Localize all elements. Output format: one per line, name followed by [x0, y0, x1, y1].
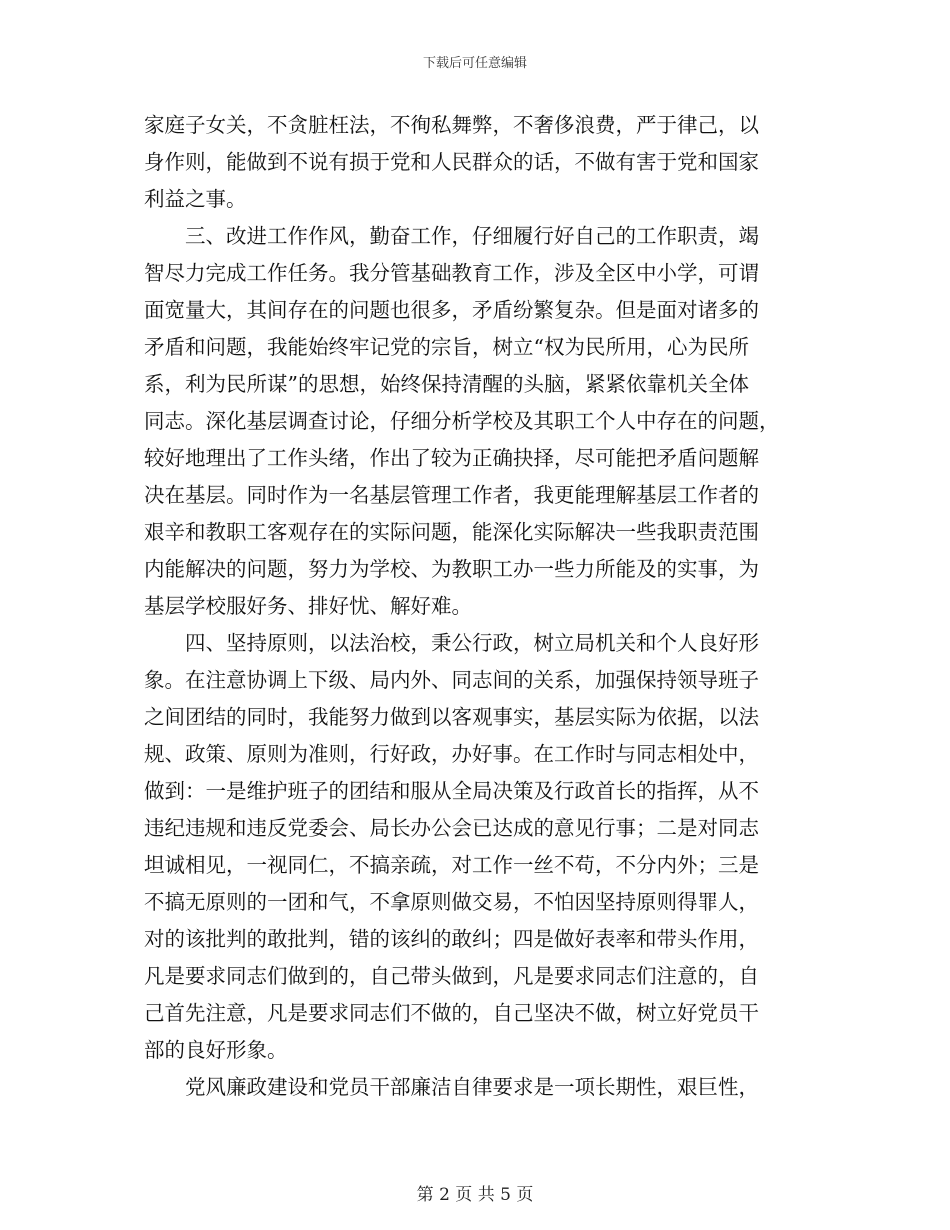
body-line: 决在基层。同时作为一名基层管理工作者，我更能理解基层工作者的: [144, 483, 759, 507]
body-line: 内能解决的问题，努力为学校、为教职工办一些力所能及的实事，为: [144, 557, 759, 581]
body-line: 同志。深化基层调查讨论，仔细分析学校及其职工个人中存在的问题，: [144, 409, 780, 433]
body-line: 智尽力完成工作任务。我分管基础教育工作，涉及全区中小学，可谓: [144, 261, 759, 285]
body-line: 利益之事。: [144, 187, 247, 211]
body-line: 对的该批判的敢批判，错的该纠的敢纠；四是做好表率和带头作用，: [144, 927, 759, 951]
body-line: 三、改进工作作风，勤奋工作，仔细履行好自己的工作职责，竭: [144, 224, 759, 248]
body-line: 矛盾和问题，我能始终牢记党的宗旨，树立“权为民所用，心为民所: [144, 335, 749, 359]
body-line: 部的良好形象。: [144, 1038, 288, 1062]
body-line: 违纪违规和违反党委会、局长办公会已达成的意见行事；二是对同志: [144, 816, 759, 840]
body-line: 较好地理出了工作头绪，作出了较为正确抉择，尽可能把矛盾问题解: [144, 446, 759, 470]
body-line: 艰辛和教职工客观存在的实际问题，能深化实际解决一些我职责范围: [144, 520, 759, 544]
page-header-note: 下载后可任意编辑: [422, 56, 527, 71]
body-line: 身作则，能做到不说有损于党和人民群众的话，不做有害于党和国家: [144, 150, 759, 174]
body-line: 己首先注意，凡是要求同志们不做的，自己坚决不做，树立好党员干: [144, 1001, 759, 1025]
body-line: 党风廉政建设和党员干部廉洁自律要求是一项长期性，艰巨性，: [144, 1075, 759, 1099]
body-line: 家庭子女关，不贪脏枉法，不徇私舞弊，不奢侈浪费，严于律己，以: [144, 113, 759, 137]
body-line: 象。在注意协调上下级、局内外、同志间的关系，加强保持领导班子: [144, 668, 759, 692]
page-number: 第 2 页 共 5 页: [416, 1185, 534, 1205]
body-line: 基层学校服好务、排好忧、解好难。: [144, 594, 472, 618]
body-line: 坦诚相见，一视同仁，不搞亲疏，对工作一丝不苟，不分内外；三是: [144, 853, 759, 877]
body-line: 凡是要求同志们做到的，自己带头做到，凡是要求同志们注意的，自: [144, 964, 759, 988]
body-line: 规、政策、原则为准则，行好政，办好事。在工作时与同志相处中，: [144, 742, 759, 766]
body-line: 做到：一是维护班子的团结和服从全局决策及行政首长的指挥，从不: [144, 779, 759, 803]
body-line: 之间团结的同时，我能努力做到以客观事实，基层实际为依据，以法: [144, 705, 759, 729]
body-line: 面宽量大，其间存在的问题也很多，矛盾纷繁复杂。但是面对诸多的: [144, 298, 759, 322]
body-line: 四、坚持原则，以法治校，秉公行政，树立局机关和个人良好形: [144, 631, 759, 655]
body-line: 系，利为民所谋”的思想，始终保持清醒的头脑，紧紧依靠机关全体: [144, 372, 749, 396]
body-line: 不搞无原则的一团和气，不拿原则做交易，不怕因坚持原则得罪人，: [144, 890, 759, 914]
